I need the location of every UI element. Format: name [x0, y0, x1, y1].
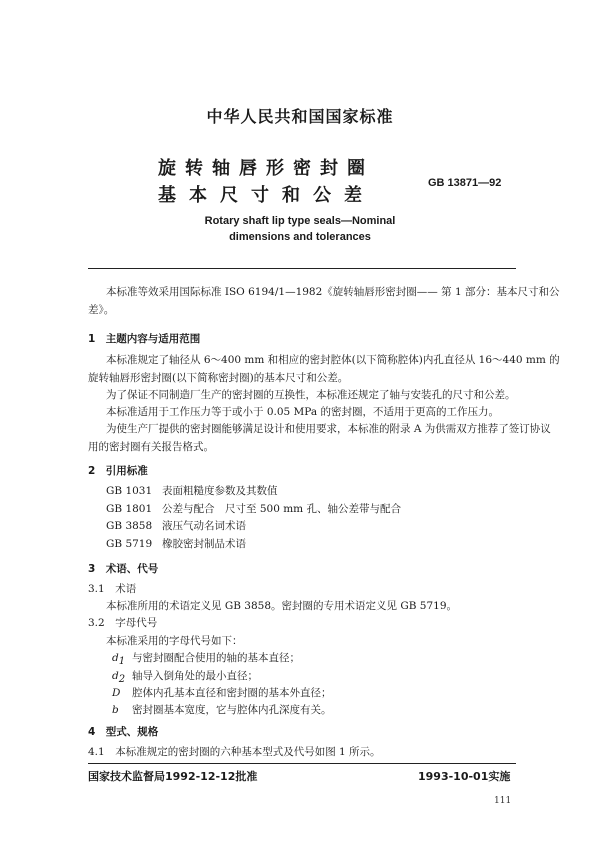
title-english-line2: dimensions and tolerances — [229, 231, 371, 243]
symbol: D — [112, 687, 121, 699]
reference-title: 公差与配合 尺寸至 500 mm 孔、轴公差带与配合 — [162, 503, 401, 515]
reference-item — [106, 536, 246, 553]
issuing-body: 中华人民共和国国家标准 — [206, 107, 394, 126]
s41-text — [88, 744, 381, 761]
symbol: $d_1$ — [112, 652, 126, 668]
subsection-3-1-heading — [88, 581, 136, 598]
subsection-text: 本标准规定的密封圈的六种基本型式及代号如图 1 所示。 — [115, 746, 381, 758]
symbol: b — [112, 704, 119, 716]
approval-date: 国家技术监督局1992-12-12批准 — [88, 770, 258, 783]
reference-title: 表面粗糙度参数及其数值 — [162, 485, 278, 497]
symbol: $d_2$ — [112, 670, 126, 686]
s31-text: 本标准所用的术语定义见 GB 3858。密封圈的专用术语定义见 GB 5719。 — [106, 600, 458, 612]
symbol-description: 与密封圈配合使用的轴的基本直径； — [132, 652, 300, 664]
reference-item — [106, 501, 401, 518]
standard-number: GB 13871—92 — [428, 177, 502, 189]
s1-p4-line1: 为使生产厂提供的密封圈能够满足设计和使用要求，本标准的附录 A 为供需双方推荐了签订协议 — [106, 423, 551, 435]
symbol-description: 腔体内孔基本直径和密封圈的基本外直径； — [132, 687, 332, 699]
section-1-heading: 1 主题内容与适用范围 — [88, 333, 201, 345]
subsection-number: 3.2 — [88, 617, 105, 629]
s1-p4-line2: 用的密封圈有关报告格式。 — [88, 441, 214, 453]
section-2-heading: 2 引用标准 — [88, 465, 148, 477]
section-3-heading: 3 术语、代号 — [88, 563, 159, 575]
symbol-item — [112, 685, 332, 702]
s1-p1-line1: 本标准规定了轴径从 6～400 mm 和相应的密封腔体(以下简称腔体)内孔直径从 16～440 mm 的 — [106, 354, 560, 366]
header-rule — [88, 268, 516, 269]
section-4-heading: 4 型式、规格 — [88, 726, 159, 738]
title-chinese-line1: 旋转轴唇形密封圈 — [158, 158, 374, 179]
title-english-line1: Rotary shaft lip type seals—Nominal — [204, 215, 396, 227]
s1-p3: 本标准适用于工作压力等于或小于 0.05 MPa 的密封圈，不适用于更高的工作压力。 — [106, 406, 499, 418]
subsection-number: 3.1 — [88, 583, 105, 595]
reference-item — [106, 518, 246, 535]
page-number: 111 — [494, 796, 512, 806]
symbol-description: 轴导入倒角处的最小直径； — [132, 670, 258, 682]
symbol-description: 密封圈基本宽度，它与腔体内孔深度有关。 — [132, 704, 332, 716]
title-english — [0, 213, 600, 245]
s32-intro: 本标准采用的字母代号如下： — [106, 635, 243, 647]
reference-code: GB 1031 — [106, 485, 153, 497]
reference-title: 液压气动名词术语 — [162, 520, 246, 532]
intro-line1: 本标准等效采用国际标准 ISO 6194/1—1982《旋转轴唇形密封圈—— 第 1 部分：基本尺寸和公 — [106, 286, 560, 298]
subsection-title: 术语 — [115, 583, 137, 595]
footer-rule — [88, 763, 516, 764]
effective-date: 1993-10-01实施 — [418, 770, 511, 783]
reference-code: GB 5719 — [106, 538, 153, 550]
symbol-item — [112, 702, 332, 719]
title-chinese-line2: 基本尺寸和公差 — [158, 185, 375, 206]
reference-title: 橡胶密封制品术语 — [162, 538, 246, 550]
reference-code: GB 1801 — [106, 503, 153, 515]
intro-line2: 差》。 — [88, 304, 115, 316]
subsection-number: 4.1 — [88, 746, 105, 758]
s1-p2: 为了保证不同制造厂生产的密封圈的互换性，本标准还规定了轴与安装孔的尺寸和公差。 — [106, 389, 516, 401]
s1-p1-line2: 旋转轴唇形密封圈(以下简称密封圈)的基本尺寸和公差。 — [88, 372, 349, 384]
reference-code: GB 3858 — [106, 520, 153, 532]
subsection-title: 字母代号 — [115, 617, 158, 629]
subsection-3-2-heading — [88, 615, 157, 632]
reference-item — [106, 483, 278, 500]
